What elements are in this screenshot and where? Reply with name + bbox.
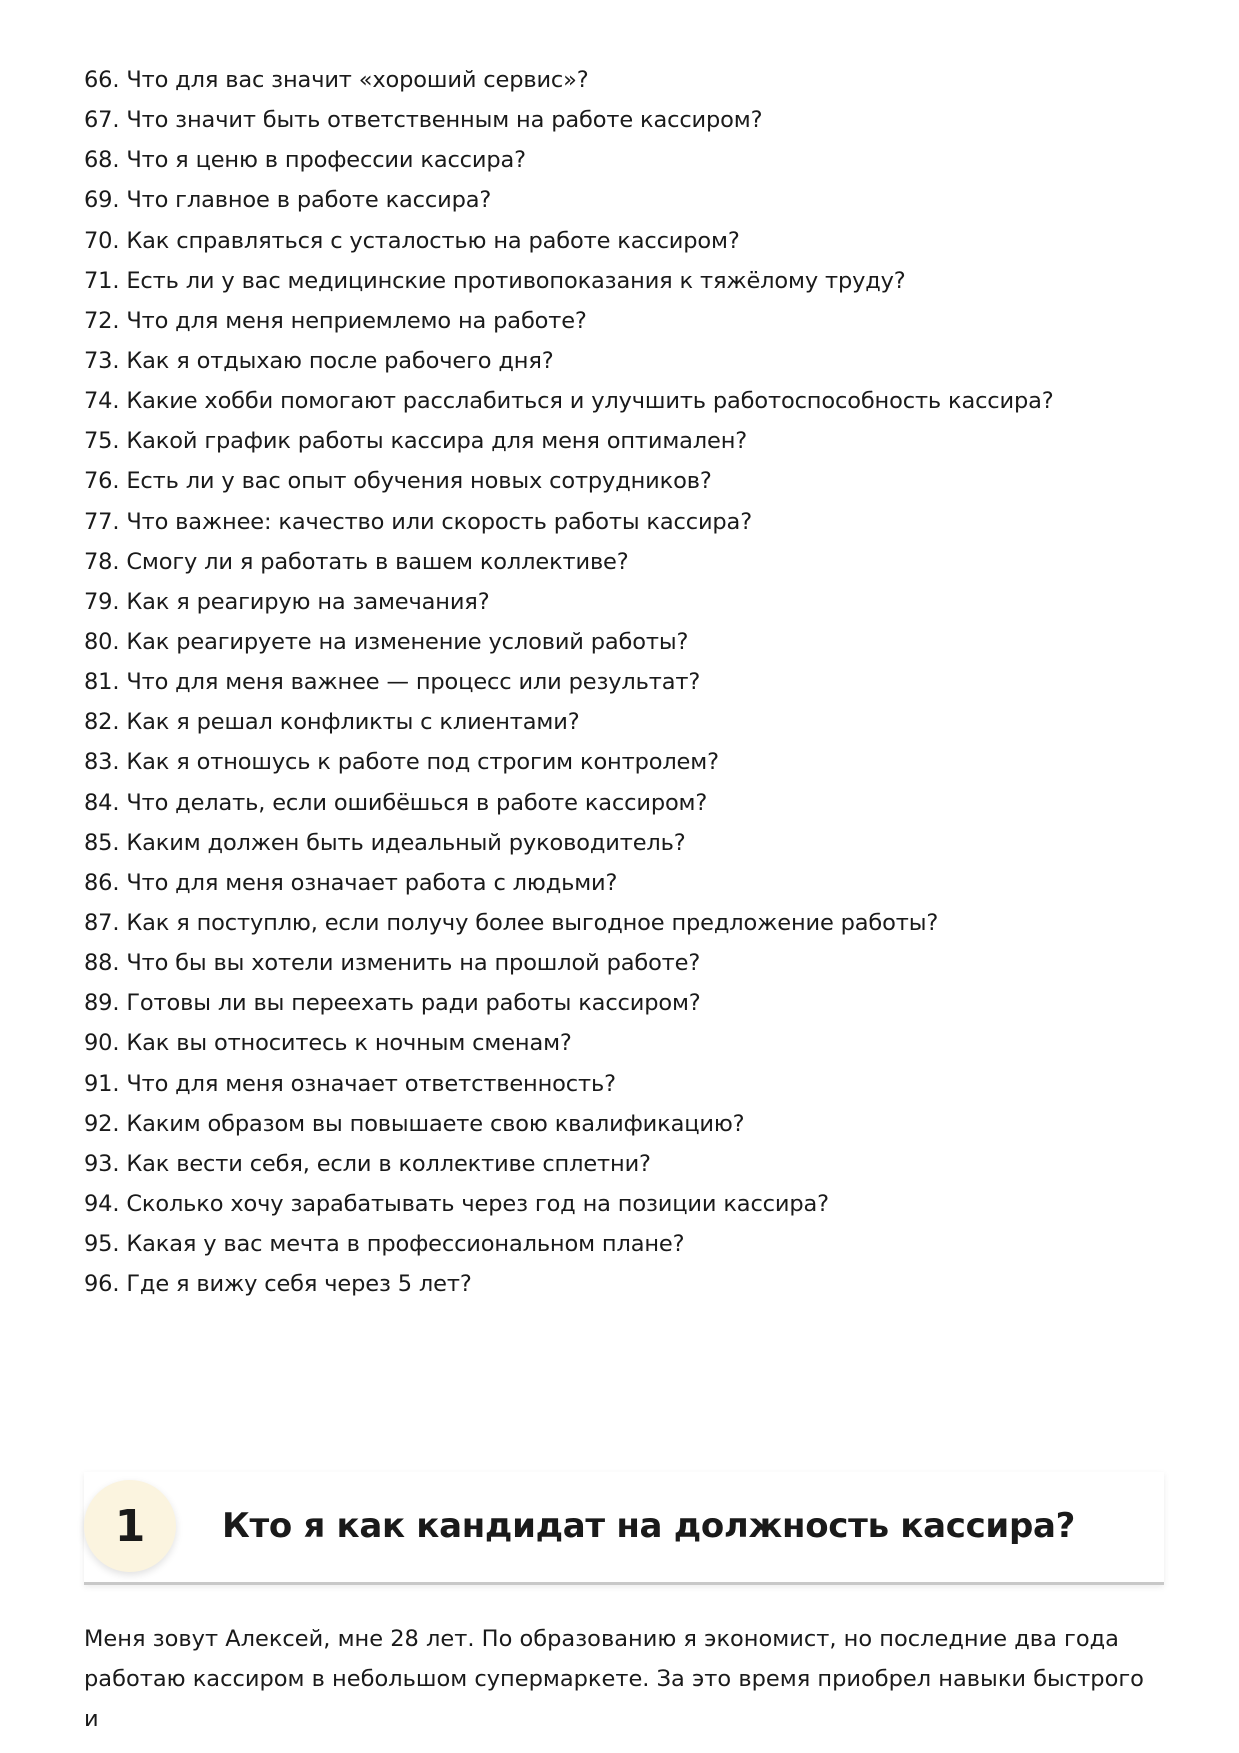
- list-item: 72. Что для меня неприемлемо на работе?: [84, 307, 587, 334]
- list-item: 77. Что важнее: качество или скорость работы кассира?: [84, 508, 752, 535]
- list-item: 71. Есть ли у вас медицинские противопоказания к тяжёлому труду?: [84, 267, 906, 294]
- question-list-container: [84, 60, 1164, 1304]
- question-list: [84, 60, 1164, 1304]
- list-item: 89. Готовы ли вы переехать ради работы кассиром?: [84, 990, 701, 1017]
- list-item: 96. Где я вижу себя через 5 лет?: [84, 1271, 472, 1298]
- list-item: 93. Как вести себя, если в коллективе сплетни?: [84, 1150, 651, 1177]
- list-item: 73. Как я отдыхаю после рабочего дня?: [84, 347, 554, 374]
- section-header: [84, 1472, 1164, 1585]
- list-item: 69. Что главное в работе кассира?: [84, 187, 492, 214]
- list-item: 86. Что для меня означает работа с людьми?: [84, 869, 618, 896]
- list-item: 82. Как я решал конфликты с клиентами?: [84, 709, 580, 736]
- list-item: 92. Каким образом вы повышаете свою квалификацию?: [84, 1110, 745, 1137]
- list-item: 74. Какие хобби помогают расслабиться и улучшить работоспособность кассира?: [84, 388, 1054, 415]
- section-number-badge: 1: [84, 1480, 176, 1572]
- list-item: 68. Что я ценю в профессии кассира?: [84, 147, 526, 174]
- list-item: 78. Смогу ли я работать в вашем коллективе?: [84, 548, 629, 575]
- list-item: 94. Сколько хочу зарабатывать через год на позиции кассира?: [84, 1190, 829, 1217]
- list-item: 75. Какой график работы кассира для меня оптимален?: [84, 428, 748, 455]
- list-item: 83. Как я отношусь к работе под строгим контролем?: [84, 749, 719, 776]
- list-item: 84. Что делать, если ошибёшься в работе кассиром?: [84, 789, 708, 816]
- list-item: 81. Что для меня важнее — процесс или результат?: [84, 669, 701, 696]
- list-item: 88. Что бы вы хотели изменить на прошлой работе?: [84, 950, 701, 977]
- list-item: 70. Как справляться с усталостью на работе кассиром?: [84, 227, 740, 254]
- list-item: 76. Есть ли у вас опыт обучения новых сотрудников?: [84, 468, 712, 495]
- list-item: 91. Что для меня означает ответственность?: [84, 1070, 616, 1097]
- section-title: Кто я как кандидат на должность кассира?: [222, 1506, 1076, 1546]
- list-item: 85. Каким должен быть идеальный руководитель?: [84, 829, 686, 856]
- list-item: 80. Как реагируете на изменение условий работы?: [84, 628, 689, 655]
- list-item: 67. Что значит быть ответственным на работе кассиром?: [84, 107, 763, 134]
- list-item: 87. Как я поступлю, если получу более выгодное предложение работы?: [84, 909, 939, 936]
- list-item: 90. Как вы относитесь к ночным сменам?: [84, 1030, 572, 1057]
- list-item: 95. Какая у вас мечта в профессиональном плане?: [84, 1231, 685, 1258]
- list-item: 66. Что для вас значит «хороший сервис»?: [84, 67, 589, 93]
- list-item: 79. Как я реагирую на замечания?: [84, 588, 490, 615]
- section-body-text: Меня зовут Алексей, мне 28 лет. По образованию я экономист, но последние два года работаю кассиром в небольшом супермаркете. За это время приобрел навыки быстрого и: [84, 1626, 1144, 1732]
